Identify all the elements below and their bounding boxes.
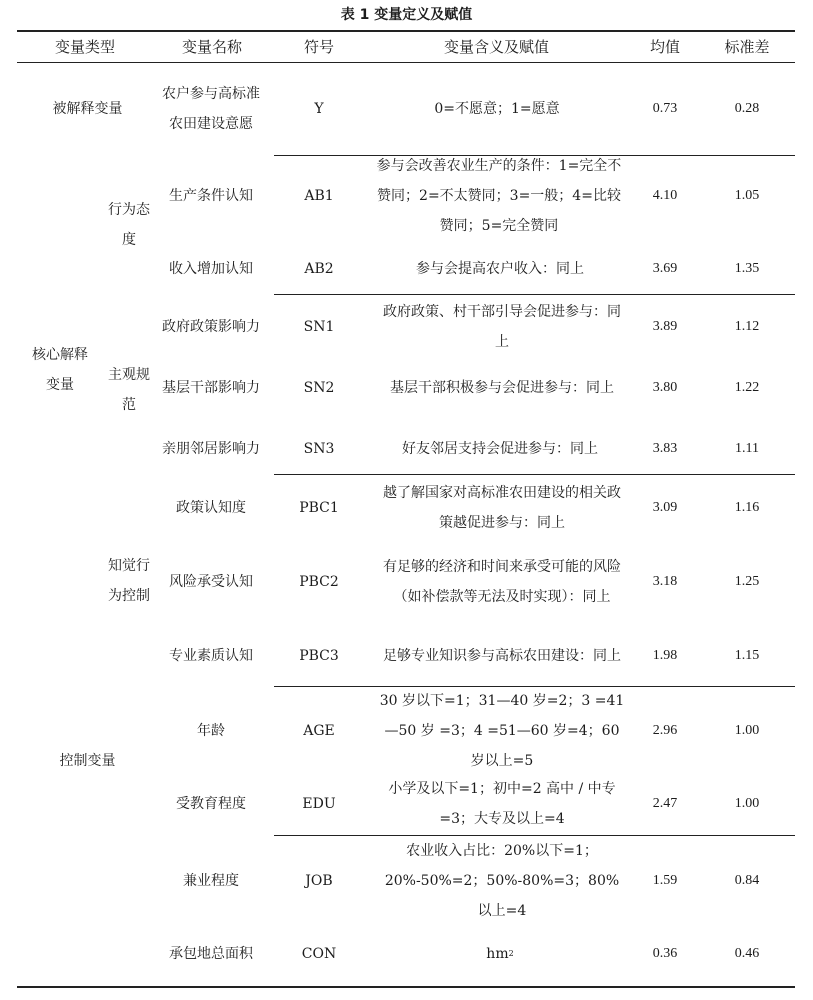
var-mean: 1.59 <box>652 873 678 888</box>
var-sd: 1.35 <box>734 261 760 276</box>
var-sd: 1.25 <box>734 574 760 589</box>
var-name: 农户参与高标准农田建设意愿 <box>162 85 260 132</box>
group-rule <box>274 474 795 475</box>
type-dependent: 被解释变量 <box>52 100 123 117</box>
var-name: 受教育程度 <box>176 796 246 812</box>
var-sd: 1.15 <box>734 648 760 663</box>
header-cell: 标准差 <box>724 37 770 56</box>
var-symbol: PBC3 <box>299 648 339 664</box>
var-symbol: Y <box>314 100 324 117</box>
var-name: 政策认知度 <box>176 500 246 516</box>
var-mean: 3.09 <box>652 500 678 515</box>
var-symbol: PBC1 <box>299 500 339 516</box>
var-name: 专业素质认知 <box>169 648 253 664</box>
var-mean: 1.98 <box>652 648 678 663</box>
type-core: 核心解释变量 <box>32 347 88 393</box>
var-mean: 4.10 <box>652 188 678 203</box>
var-mean: 0.36 <box>652 946 678 961</box>
var-mean: 3.69 <box>652 261 678 276</box>
var-desc-unit: hm 2 <box>370 939 630 969</box>
var-name: 风险承受认知 <box>169 574 253 590</box>
var-symbol: PBC2 <box>299 574 339 590</box>
header-cell: 符号 <box>303 37 334 56</box>
var-mean: 0.73 <box>652 100 678 116</box>
var-name: 承包地总面积 <box>169 946 253 962</box>
subtype-norm: 主观规范 <box>108 367 150 413</box>
var-mean: 3.18 <box>652 574 678 589</box>
subtype-pbc: 知觉行为控制 <box>108 558 150 604</box>
var-sd: 1.11 <box>735 441 759 456</box>
var-symbol: CON <box>301 946 337 962</box>
var-desc: 0=不愿意；1=愿意 <box>434 100 560 117</box>
var-sd: 1.12 <box>734 319 760 334</box>
var-name: 基层干部影响力 <box>162 380 260 396</box>
unit-text: hm <box>486 946 509 962</box>
var-symbol: AB1 <box>304 188 334 204</box>
var-desc: 小学及以下=1；初中=2 高中 / 中专=3；大专及以上=4 <box>388 781 616 827</box>
var-mean: 3.89 <box>652 319 678 334</box>
var-sd: 1.00 <box>734 723 760 738</box>
var-symbol: JOB <box>305 873 333 889</box>
var-name: 亲朋邻居影响力 <box>162 441 260 457</box>
header-cell: 均值 <box>649 37 680 56</box>
var-name: 收入增加认知 <box>169 261 253 277</box>
var-desc: 基层干部积极参与会促进参与：同上 <box>390 380 614 396</box>
var-desc: 参与会提高农户收入：同上 <box>416 261 584 277</box>
var-sd: 0.28 <box>734 100 760 116</box>
var-sd: 1.00 <box>734 796 760 811</box>
header-cell: 变量类型 <box>54 37 115 56</box>
var-symbol: SN3 <box>303 441 335 457</box>
var-name: 政府政策影响力 <box>162 319 260 335</box>
var-desc: 政府政策、村干部引导会促进参与：同上 <box>383 304 621 350</box>
var-symbol: AB2 <box>304 261 334 277</box>
var-sd: 1.16 <box>734 500 760 515</box>
var-desc: 30 岁以下=1；31—40 岁=2；3 =41—50 岁 =3；4 =51—60 岁=4；60 岁以上=5 <box>379 693 625 769</box>
header-cell: 变量含义及赋值 <box>443 37 549 56</box>
var-symbol: EDU <box>302 796 336 812</box>
var-sd: 0.84 <box>734 873 760 888</box>
table-title: 表 1 变量定义及赋值 <box>340 7 473 23</box>
var-symbol: SN2 <box>303 380 335 396</box>
group-rule <box>274 294 795 295</box>
subtype-attitude: 行为态度 <box>108 202 150 248</box>
var-mean: 2.96 <box>652 723 678 738</box>
var-mean: 3.83 <box>652 441 678 456</box>
var-desc: 好友邻居支持会促进参与：同上 <box>402 441 598 457</box>
var-desc: 参与会改善农业生产的条件：1=完全不赞同；2=不太赞同；3=一般；4=比较赞同；5=完全赞同 <box>376 158 622 234</box>
var-desc: 有足够的经济和时间来承受可能的风险（如补偿款等无法及时实现）：同上 <box>383 559 621 605</box>
type-control: 控制变量 <box>59 753 116 769</box>
bottom-rule <box>17 986 795 988</box>
var-desc: 越了解国家对高标准农田建设的相关政策越促进参与：同上 <box>383 485 621 531</box>
var-sd: 0.46 <box>734 946 760 961</box>
var-name: 兼业程度 <box>183 873 239 889</box>
var-sd: 1.22 <box>734 380 760 395</box>
var-desc: 农业收入占比：20%以下=1；20%-50%=2；50%-80%=3；80%以上=4 <box>384 843 620 919</box>
var-sd: 1.05 <box>734 188 760 203</box>
var-symbol: SN1 <box>303 319 335 335</box>
var-name: 生产条件认知 <box>169 188 253 204</box>
var-symbol: AGE <box>303 723 335 739</box>
var-name: 年龄 <box>197 723 225 739</box>
var-mean: 2.47 <box>652 796 678 811</box>
var-desc: 足够专业知识参与高标农田建设：同上 <box>383 648 621 664</box>
header-cell: 变量名称 <box>181 37 242 56</box>
var-mean: 3.80 <box>652 380 678 395</box>
